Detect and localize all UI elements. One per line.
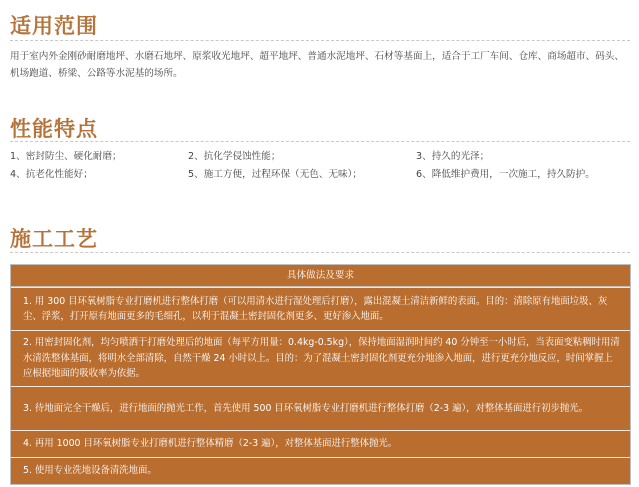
step-text: 2. 用密封固化剂，均匀喷洒于打磨处理后的地面（每平方用量：0.4kg-0.5kg），保持地面湿润时间约 40 分钟至一小时后，当表面变粘稠时用清水清洗整体基面，将明水全部清除，自然干燥 24 小时以上。目的：为了混凝土密封固化剂更充分地渗入地面，进行更充分地反应，时间掌握上应根据地面的吸收率为依据。 [23,337,620,380]
section-title-scope: 适用范围 [10,14,98,38]
feature-item: 4、抗老化性能好； [10,169,93,180]
feature-item: 1、密封防尘、硬化耐磨； [10,151,122,162]
table-row [11,330,630,386]
step-text: 1. 用 300 目环氧树脂专业打磨机进行整体打磨（可以用清水进行湿处理后打磨），露出混凝土清洁新鲜的表面。目的：清除原有地面垃圾、灰尘、浮浆，打开原有地面更多的毛细孔，以利于混凝土密封固化剂更多、更好渗入地面。 [23,295,608,322]
step-text: 3. 待地面完全干燥后，进行地面的抛光工作，首先使用 500 目环氧树脂专业打磨机进行整体打磨（2-3 遍），对整体基面进行初步抛光。 [23,402,589,414]
construction-table [10,264,631,485]
table-row [11,430,630,457]
feature-item: 5、施工方便，过程环保（无色、无味）； [188,169,362,180]
section-title-construction: 施工工艺 [10,227,98,251]
divider [10,40,630,42]
step-text: 5. 使用专业洗地设备清洗地面。 [23,465,157,477]
feature-item: 6、降低维护费用，一次施工，持久防护。 [416,169,595,180]
table-row [11,457,630,484]
feature-item: 3、持久的光泽； [416,151,490,162]
divider [10,141,630,143]
table-header: 具体做法及要求 [11,265,630,287]
section-title-performance: 性能特点 [10,117,98,141]
table-row [11,287,630,330]
scope-description: 用于室内外金刚砂耐磨地坪、水磨石地坪、原浆收光地坪、超平地坪、普通水泥地坪、石材等基面上，适合于工厂车间、仓库、商场超市、码头、机场跑道、桥梁、公路等水泥基的场所。 [10,51,624,79]
divider [10,252,630,254]
step-text: 4. 再用 1000 目环氧树脂专业打磨机进行整体精磨（2-3 遍），对整体基面进行整体抛光。 [23,438,398,450]
feature-item: 2、抗化学侵蚀性能； [188,151,281,162]
table-row [11,386,630,430]
